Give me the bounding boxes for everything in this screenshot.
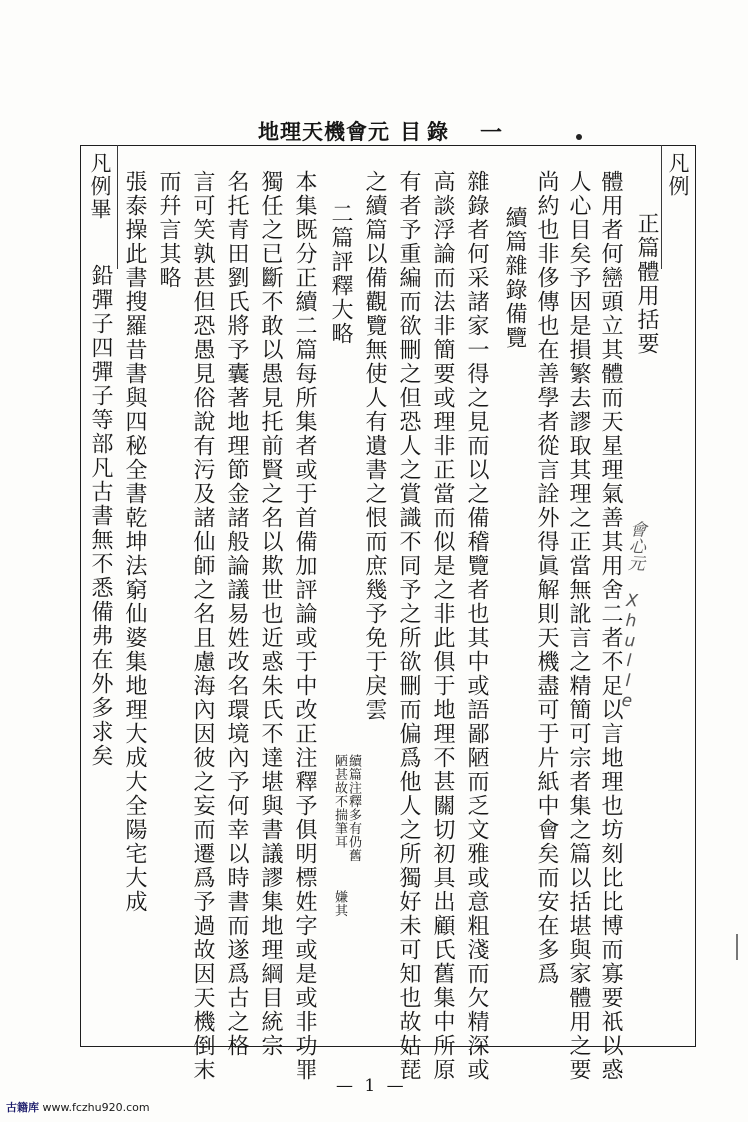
column-rule bbox=[117, 145, 118, 269]
column-16-text: 而幷言其略 bbox=[156, 170, 181, 290]
column-7-text: 雜錄者何采諸家一得之見而以之備稽覽者也其中或語鄙陋而乏文雅或意粗淺而欠精深或 bbox=[464, 170, 489, 1082]
column-10-text: 之續篇以備觀覽無使人有遺書之恨而庶幾予免于戾雲 bbox=[362, 170, 387, 722]
site-url[interactable]: www.fczhu920.com bbox=[42, 1101, 150, 1114]
book-title: 地理天機會元 bbox=[258, 119, 390, 144]
column-1-heading: 凡例 bbox=[666, 152, 690, 198]
column-3-text: 體用者何巒頭立其體而天星理氣善其用舍二者不足以言地理也坊刻比比博而寡要祇以惑 bbox=[598, 170, 623, 1082]
column-9-text: 有者予重編而欲刪之但恐人之賞識不同予之所欲刪而偏爲他人之所獨好未可知也故姑琵 bbox=[396, 170, 421, 1082]
column-15-text: 言可笑孰甚但恐愚見俗說有污及諸仙師之名且慮海內因彼之妄而遷爲予過故因天機倒末 bbox=[190, 170, 215, 1082]
annotation-note: 陋甚故不揣筆耳 bbox=[332, 754, 347, 849]
site-name: 古籍库 bbox=[6, 1101, 39, 1114]
column-17-text: 張泰操此書搜羅昔書與四秘全書乾坤法窮仙婆集地理大成大全陽宅大成 bbox=[122, 170, 147, 914]
section-number: 一 bbox=[480, 120, 504, 146]
page-number: — 1 — bbox=[336, 1076, 407, 1096]
column-8-text: 高談浮論而法非簡要或理非正當而似是之非此俱于地理不甚關切初具出顧氏舊集中所原 bbox=[430, 170, 455, 1082]
column-14-text: 名托青田劉氏將予囊著地理節金諸般論議易姓改名環境內予何幸以時書而遂爲古之格 bbox=[224, 170, 249, 1058]
page-header bbox=[258, 116, 558, 146]
annotation-note: 嫌其 bbox=[332, 890, 347, 917]
watermark-footer bbox=[6, 1099, 150, 1115]
column-11-heading: 二篇評釋大略 bbox=[328, 202, 353, 346]
column-6-heading: 續篇雜錄備覽 bbox=[502, 206, 527, 350]
column-rule bbox=[661, 145, 662, 269]
annotation-note: 續篇注釋多有仍舊 bbox=[346, 754, 361, 862]
column-2-heading: 正篇體用括要 bbox=[634, 212, 659, 356]
column-5-text: 尚約也非侈傳也在善學者從言詮外得眞解則天機盡可于片紙中會矣而安在多爲 bbox=[534, 170, 559, 986]
handwritten-annotation: 會心元 Xhulle bbox=[616, 519, 647, 712]
edge-mark bbox=[736, 934, 748, 960]
column-19-text: 鉛彈子四彈子等部凡古書無不悉備弗在外多求矣 bbox=[88, 264, 113, 768]
column-13-text: 獨任之已斷不敢以愚見托前賢之名以欺世也近惑朱氏不達堪與書議謬集地理綱目統宗 bbox=[258, 170, 283, 1058]
section-title: 目錄 bbox=[400, 119, 454, 144]
column-18-closing: 凡例畢 bbox=[88, 152, 112, 221]
ink-dot bbox=[576, 134, 582, 140]
column-12-text: 本集既分正續二篇每所集者或于首備加評論或于中改正注釋予俱明標姓字或是或非功罪 bbox=[292, 170, 317, 1082]
column-4-text: 人心目矣予因是損繁去謬取其理之正當無訛言之精簡可宗者集之篇以括堪與家體用之要 bbox=[566, 170, 591, 1082]
